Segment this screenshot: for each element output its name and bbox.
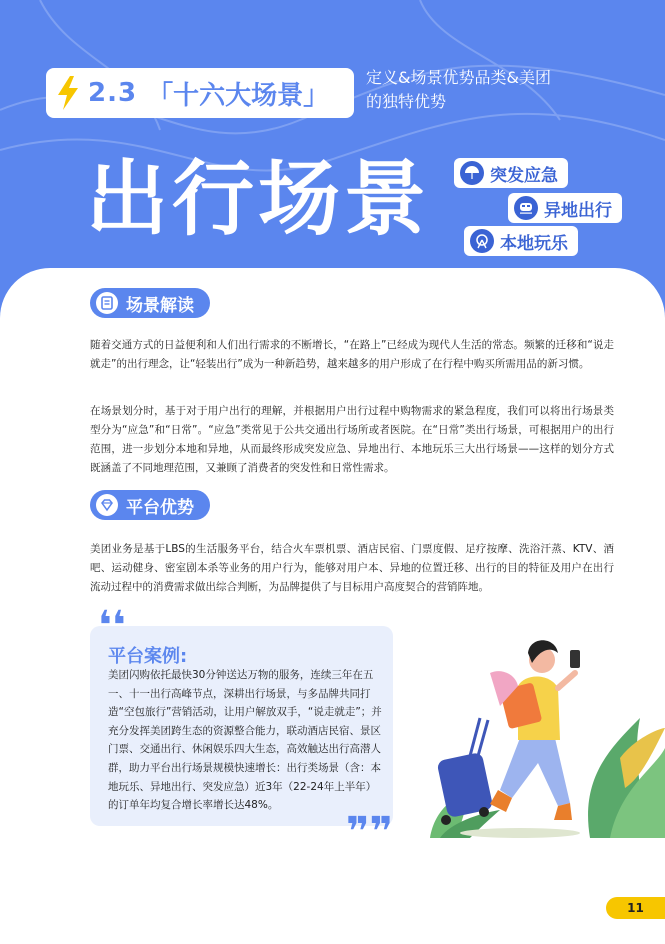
heading-label: 场景解读 (126, 295, 194, 316)
heading-label: 平台优势 (126, 497, 194, 518)
paragraph: 随着交通方式的日益便利和人们出行需求的不断增长，“在路上”已经成为现代人生活的常态。频繁的迁移和“说走就走”的出行理念，让“轻装出行”成为一种新趋势，越来越多的用户形成了在行程中购买所需用品的新习惯。 (90, 339, 614, 370)
tag-label: 异地出行 (544, 200, 612, 221)
section-number: 2.3 (88, 78, 138, 108)
paragraph: 美团业务是基于LBS的生活服务平台，结合火车票机票、酒店民宿、门票度假、足疗按摩、洗浴汗蒸、KTV、酒吧、运动健身、密室剧本杀等业务的用户行为，能够对用户本、异地的位置迁移、出行的目的特征及用户在出行流动过程中的消费需求做出综合判断，为品牌提供了与目标用户高度契合的营销阵地。 (90, 543, 614, 593)
page-number: 11 (606, 897, 665, 919)
train-icon (514, 196, 538, 220)
section-pill (46, 68, 354, 118)
traveler-illustration (420, 628, 665, 843)
umbrella-icon (460, 161, 484, 185)
quote-close-icon: ❞❞ (346, 809, 393, 855)
document-icon (96, 292, 118, 314)
ferris-wheel-icon (470, 229, 494, 253)
quote-open-icon: ❛❛ (98, 603, 126, 649)
scene-title: 出行场景 (86, 152, 431, 247)
diamond-icon (96, 494, 118, 516)
case-body: 美团闪购依托最快30分钟送达万物的服务，连续三年在五一、十一出行高峰节点，深耕出行场景，与多品牌共同打造“空包旅行”营销活动，让用户解放双手，“说走就走”；并充分发挥美团跨生态的资源整合能力，联动酒店民宿、景区门票、交通出行、休闲娱乐四大生态，高效触达出行高潜人群，助力平台出行场景规模快速增长：出行类场景（含：本地玩乐、异地出行、突发应急）近3年（22-24年上半年）的订单年均复合增长率增长达48%。 (108, 669, 382, 812)
lightning-icon (56, 76, 80, 110)
tag-away (508, 193, 622, 223)
heading-platform-advantage (90, 490, 210, 520)
tag-emergency (454, 158, 568, 188)
section-subtitle: 定义&场景优势品类&美团的独特优势 (366, 68, 551, 111)
case-title: 平台案例: (108, 646, 188, 667)
heading-scene-interpretation (90, 288, 210, 318)
tag-label: 突发应急 (490, 165, 558, 186)
tag-label: 本地玩乐 (500, 233, 568, 254)
paragraph: 在场景划分时，基于对于用户出行的理解，并根据用户出行过程中购物需求的紧急程度，我们可以将出行场景类型分为“应急”和“日常”。“应急”类常见于公共交通出行场所或者医院。在“日常”类出行场景，可根据用户的出行范围，进一步划分本地和异地，从而最终形成突发应急、异地出行、本地玩乐三大出行场景——这样的划分方式既涵盖了不同地理范围，又兼顾了消费者的突发性和日常性需求。 (90, 405, 614, 474)
tag-local (464, 226, 578, 256)
section-name: 「十六大场景」 (147, 80, 330, 111)
